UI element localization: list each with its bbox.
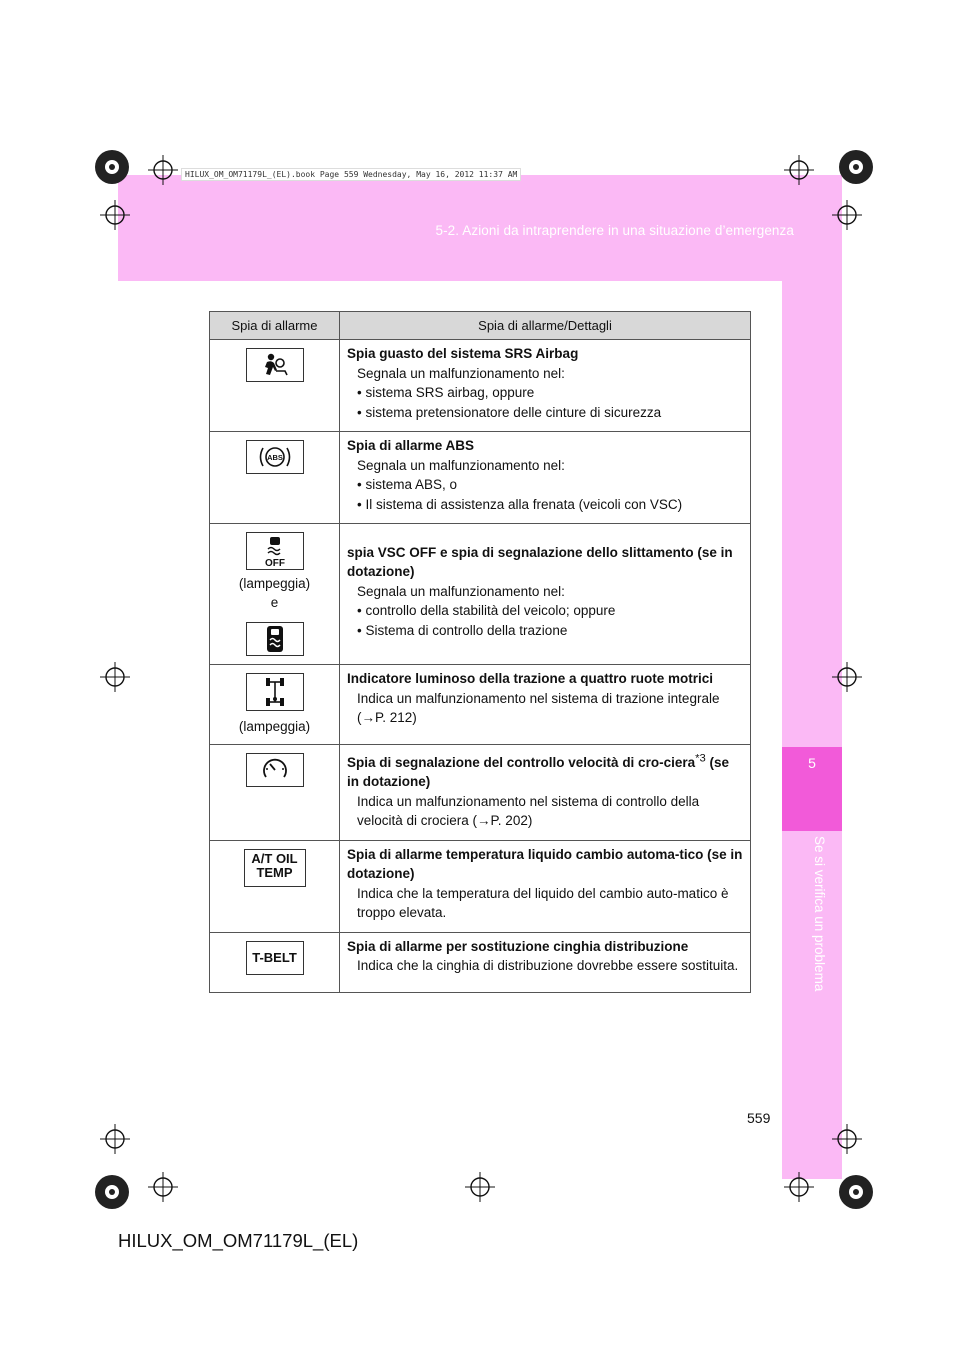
row-title: spia VSC OFF e spia di segnalazione dello slittamento (se in dotazione) — [347, 544, 733, 580]
t-belt-icon — [246, 941, 304, 975]
conjunction-text: e — [270, 595, 279, 610]
registration-mark-icon — [836, 147, 876, 187]
abs-warning-icon — [246, 440, 304, 474]
registration-mark-icon — [92, 147, 132, 187]
row-title: Spia di allarme temperatura liquido cambio automa-tico (se in dotazione) — [347, 846, 743, 881]
icon-cell — [210, 340, 340, 432]
row-line: Indica che la temperatura del liquido del cambio auto-matico è troppo elevata. — [357, 885, 729, 920]
details-cell — [340, 745, 751, 841]
column-header-details: Spia di allarme/Dettagli — [340, 312, 751, 340]
vsc-off-icon — [246, 532, 304, 570]
registration-mark-icon — [148, 155, 178, 185]
icon-cell — [210, 932, 340, 992]
file-stamp: HILUX_OM_OM71179L_(EL).book Page 559 Wednesday, May 16, 2012 11:37 AM — [181, 168, 521, 181]
blink-note: (lampeggia) — [238, 719, 311, 734]
row-line: • controllo della stabilità del veicolo; oppure — [357, 603, 616, 619]
at-oil-temp-icon — [244, 849, 306, 887]
row-line: Indica un malfunzionamento nel sistema di trazione integrale (→P. 212) — [357, 690, 720, 725]
row-line: Indica un malfunzionamento nel sistema di controllo della velocità di crociera (→P. 202) — [357, 793, 700, 828]
chapter-label: Se si verifica un problema — [812, 836, 827, 992]
registration-mark-icon — [92, 1172, 132, 1212]
row-title-suffix: (se in dotazione) — [347, 754, 729, 789]
icon-cell — [210, 524, 340, 665]
table-row — [210, 340, 751, 432]
cruise-control-icon — [246, 753, 304, 787]
four-wheel-drive-icon — [246, 673, 304, 711]
icon-cell — [210, 432, 340, 524]
details-cell — [340, 432, 751, 524]
table-row — [210, 745, 751, 841]
icon-text: TEMP — [256, 864, 293, 880]
registration-mark-icon — [100, 200, 130, 230]
table-header-row — [210, 312, 751, 340]
slip-indicator-icon — [246, 622, 304, 656]
details-cell — [340, 840, 751, 932]
registration-mark-icon — [832, 662, 862, 692]
registration-mark-icon — [100, 1124, 130, 1154]
warning-lights-table — [209, 311, 751, 993]
details-cell — [340, 665, 751, 745]
registration-mark-icon — [784, 1172, 814, 1202]
details-cell — [340, 340, 751, 432]
blink-note: (lampeggia) — [238, 576, 311, 591]
column-header-light: Spia di allarme — [210, 312, 340, 340]
row-title: Indicatore luminoso della trazione a quattro ruote motrici — [347, 671, 714, 686]
table-row — [210, 932, 751, 992]
registration-mark-icon — [836, 1172, 876, 1212]
row-line: • Sistema di controllo della trazione — [357, 622, 568, 638]
row-line: • sistema ABS, o — [357, 477, 458, 492]
table-row — [210, 665, 751, 745]
row-title: Spia guasto del sistema SRS Airbag — [347, 346, 579, 361]
icon-cell — [210, 665, 340, 745]
svg-text:OFF: OFF — [264, 558, 285, 569]
registration-mark-icon — [100, 662, 130, 692]
row-line: • Il sistema di assistenza alla frenata (veicoli con VSC) — [357, 496, 683, 512]
row-title-text: Spia di segnalazione del controllo velocità di cro-ciera — [347, 754, 696, 770]
details-cell — [340, 932, 751, 992]
row-line: Segnala un malfunzionamento nel: — [357, 583, 565, 599]
row-line: Segnala un malfunzionamento nel: — [357, 457, 565, 473]
header-band — [118, 175, 842, 281]
row-line: • sistema SRS airbag, oppure — [357, 385, 535, 400]
registration-mark-icon — [465, 1172, 495, 1202]
svg-text:ABS: ABS — [266, 453, 283, 462]
chapter-side-tab — [782, 281, 842, 1179]
table-row — [210, 432, 751, 524]
row-line: • sistema pretensionatore delle cinture di sicurezza — [357, 404, 662, 420]
airbag-warning-icon — [246, 348, 304, 382]
page-number: 559 — [747, 1110, 771, 1126]
row-line: Indica che la cinghia di distribuzione dovrebbe essere sostituita. — [357, 958, 739, 973]
icon-cell — [210, 745, 340, 841]
chapter-number: 5 — [808, 755, 816, 771]
registration-mark-icon — [148, 1172, 178, 1202]
row-line: Segnala un malfunzionamento nel: — [357, 365, 565, 381]
registration-mark-icon — [784, 155, 814, 185]
row-title — [347, 752, 729, 790]
icon-text: T-BELT — [252, 949, 297, 965]
row-title: Spia di allarme ABS — [347, 438, 475, 453]
section-title: 5-2. Azioni da intraprendere in una situazione d’emergenza — [435, 223, 794, 238]
footnote-marker: *3 — [695, 752, 706, 764]
table-row — [210, 524, 751, 665]
row-title: Spia di allarme per sostituzione cinghia distribuzione — [347, 938, 689, 954]
details-cell — [340, 524, 751, 665]
icon-cell — [210, 840, 340, 932]
registration-mark-icon — [832, 1124, 862, 1154]
table-row — [210, 840, 751, 932]
document-code: HILUX_OM_OM71179L_(EL) — [118, 1230, 359, 1251]
icon-text: A/T OIL — [251, 850, 298, 866]
registration-mark-icon — [832, 200, 862, 230]
chapter-number-box — [782, 747, 842, 831]
